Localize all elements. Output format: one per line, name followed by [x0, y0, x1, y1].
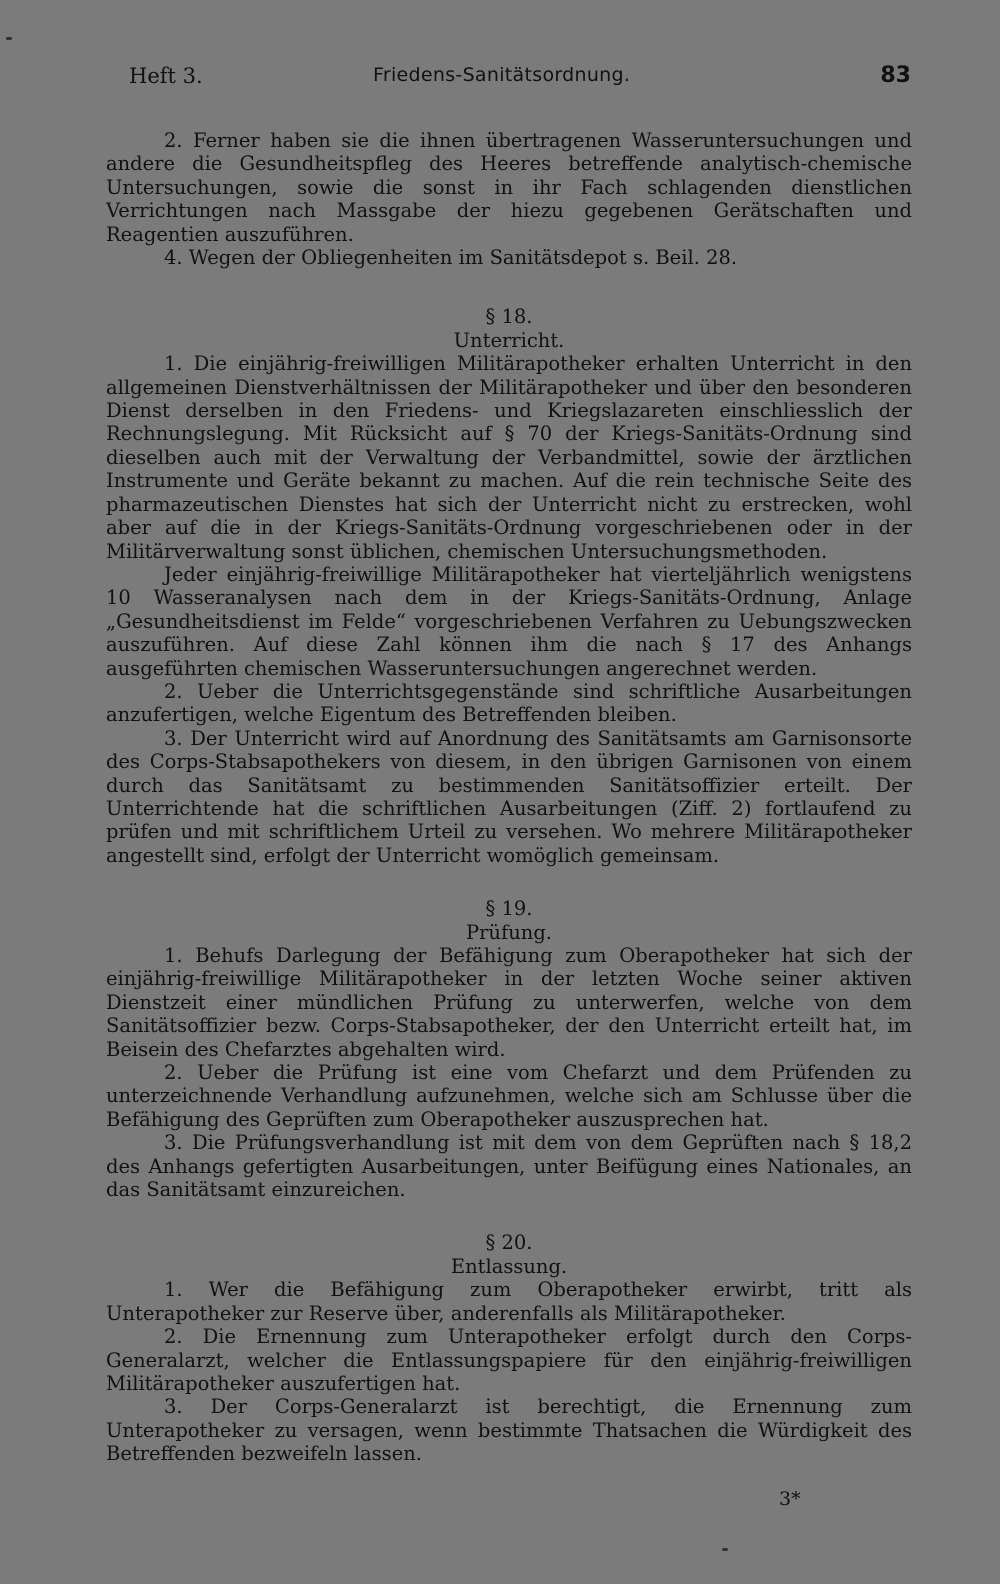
page-number: 83: [880, 63, 911, 88]
paragraph: 1. Behufs Darlegung der Befähigung zum Oberapotheker hat sich der einjährig-freiwillige Militärapotheker in der letzten Woche seiner aktiven Dienstzeit einer mündlichen Prüfung zu unterwerfen, welche von dem Sanitätsoffizier bezw. Corps-Stabsapotheker, der den Unterricht erteilt hat, im Beisein des Chefarztes abgehalten wird.: [106, 944, 912, 1061]
running-title: Friedens-Sanitätsordnung.: [373, 64, 631, 86]
section-number: § 18.: [485, 305, 533, 329]
paragraph: 1. Die einjährig-freiwilligen Militärapotheker erhalten Unterricht in den allgemeinen Dienstverhältnissen der Militärapotheker und über den besonderen Dienst derselben in den Friedens- und Kriegslazareten einschliesslich der Rechnungslegung. Mit Rücksicht auf § 70 der Kriegs-Sanitäts-Ordnung sind dieselben auch mit der Verwaltung der Verbandmittel, sowie der ärztlichen Instrumente und Geräte bekannt zu machen. Auf die rein technische Seite des pharmazeutischen Dienstes hat sich der Unterricht nicht zu erstrecken, wohl aber auf die in der Kriegs-Sanitäts-Ordnung vorgeschriebenen oder in der Militärverwaltung sonst üblichen, chemischen Untersuchungsmethoden.: [106, 352, 912, 563]
paragraph: 1. Wer die Befähigung zum Oberapotheker erwirbt, tritt als Unterapotheker zur Reserve über, anderenfalls als Militärapotheker.: [106, 1278, 912, 1325]
section-number: § 19.: [485, 897, 533, 921]
section-title: Prüfung.: [465, 920, 553, 944]
signature-mark: 3*: [779, 1488, 801, 1510]
paragraph: 2. Ueber die Prüfung ist eine vom Chefarzt und dem Prüfenden zu unterzeichnende Verhandlung aufzunehmen, welche sich am Schlusse über die Befähigung des Geprüften zum Oberapotheker auszusprechen hat.: [106, 1061, 912, 1131]
paragraph: 2. Ferner haben sie die ihnen übertragenen Wasseruntersuchungen und andere die Gesundheitspfleg des Heeres betreffende analytisch-chemische Untersuchungen, sowie die sonst in ihr Fach schlagenden dienstlichen Verrichtungen nach Massgabe der hiezu gegebenen Gerätschaften und Reagentien auszuführen.: [106, 129, 912, 246]
section-title: Unterricht.: [453, 328, 565, 352]
paragraph: 3. Die Prüfungsverhandlung ist mit dem von dem Geprüften nach § 18,2 des Anhangs gefertigten Ausarbeitungen, unter Beifügung eines Nationales, an das Sanitätsamt einzureichen.: [106, 1131, 912, 1202]
scan-speck: [722, 1548, 728, 1551]
body-text: [106, 129, 912, 1466]
paragraph: 3. Der Corps-Generalarzt ist berechtigt, die Ernennung zum Unterapotheker zu versagen, wenn bestimmte Thatsachen die Würdigkeit des Betreffenden bezweifeln lassen.: [106, 1395, 912, 1466]
paragraph: Jeder einjährig-freiwillige Militärapotheker hat vierteljährlich wenigstens 10 Wasseranalysen nach dem in der Kriegs-Sanitäts-Ordnung, Anlage „Gesundheitsdienst im Felde“ vorgeschriebenen Verfahren zu Uebungszwecken auszuführen. Auf diese Zahl können ihm die nach § 17 des Anhangs ausgeführten chemischen Wasseruntersuchungen angerechnet werden.: [106, 562, 912, 680]
paragraph: 4. Wegen der Obliegenheiten im Sanitätsdepot s. Beil. 28.: [164, 246, 738, 270]
issue-label: Heft 3.: [129, 64, 203, 88]
scan-speck: [6, 37, 12, 40]
paragraph: 3. Der Unterricht wird auf Anordnung des Sanitätsamts am Garnisonsorte des Corps-Stabsapothekers von diesem, in den übrigen Garnisonen von einem durch das Sanitätsamt zu bestimmenden Sanitätsoffizier erteilt. Der Unterrichtende hat die schriftlichen Ausarbeitungen (Ziff. 2) fortlaufend zu prüfen und mit schriftlichem Urteil zu versehen. Wo mehrere Militärapotheker angestellt sind, erfolgt der Unterricht womöglich gemeinsam.: [106, 726, 912, 867]
paragraph: 2. Ueber die Unterrichtsgegenstände sind schriftliche Ausarbeitungen anzufertigen, welche Eigentum des Betreffenden bleiben.: [106, 679, 912, 727]
running-head: [129, 64, 911, 94]
section-title: Entlassung.: [450, 1254, 568, 1278]
section-number: § 20.: [485, 1231, 533, 1255]
paragraph: 2. Die Ernennung zum Unterapotheker erfolgt durch den Corps-Generalarzt, welcher die Entlassungspapiere für den einjährig-freiwilligen Militärapotheker auszufertigen hat.: [106, 1325, 912, 1395]
